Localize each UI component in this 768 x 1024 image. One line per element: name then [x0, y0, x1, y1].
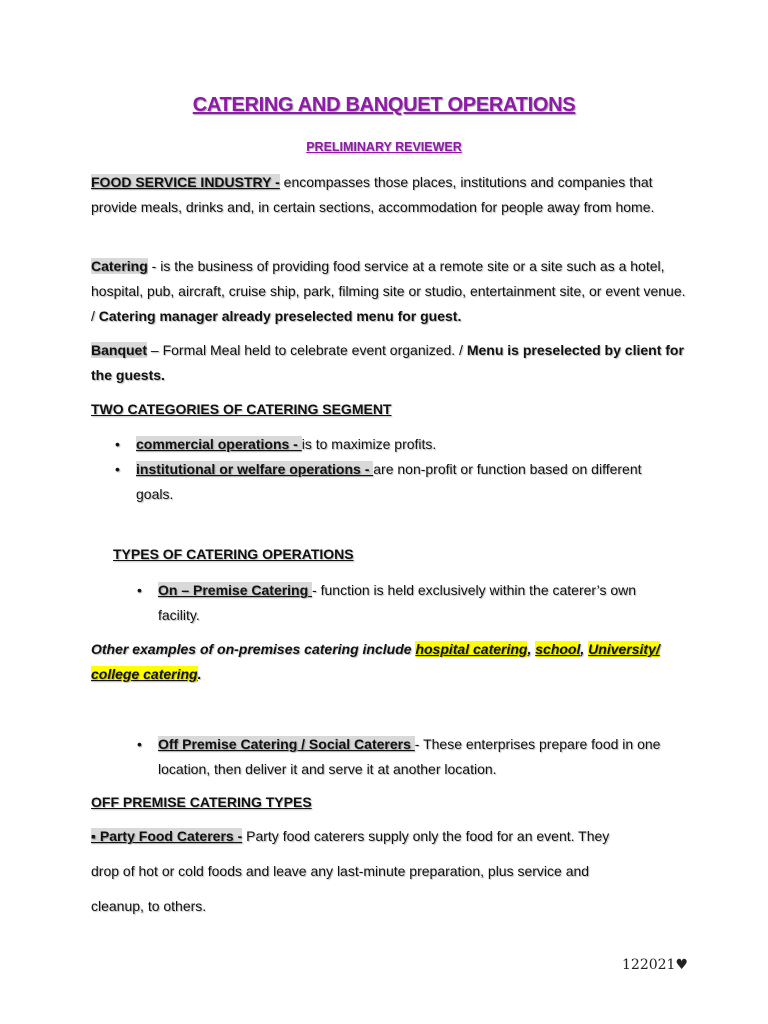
separator: ,: [580, 641, 589, 657]
bullet-icon: •: [115, 461, 120, 477]
list-item: [137, 578, 678, 628]
on-premise-text: - function is held exclusively within the caterer’s own facility.: [158, 582, 637, 623]
banquet-text: – Formal Meal held to celebrate event organized. /: [147, 342, 467, 358]
two-categories-list: [115, 432, 681, 507]
two-categories-heading: [91, 397, 691, 422]
off-types-heading: [91, 790, 691, 815]
food-service-text: encompasses those places, institutions and companies that provide meals, drinks and, in certain sections, accommodation for people away from home.: [91, 174, 655, 215]
separator: ,: [527, 641, 536, 657]
party-food-text-2: drop of hot or cold foods and leave any last-minute preparation, plus service and: [91, 863, 590, 879]
other-examples-paragraph: [91, 637, 691, 687]
banquet-term: Banquet: [91, 342, 147, 358]
bullet-icon: •: [137, 582, 142, 598]
party-food-text-3: cleanup, to others.: [91, 898, 207, 914]
highlight-hospital: hospital catering: [415, 641, 528, 657]
category-text: is to maximize profits.: [301, 436, 437, 452]
catering-bold-text: Catering manager already preselected menu for guest.: [98, 308, 462, 324]
party-food-term: ▪ Party Food Caterers -: [91, 828, 243, 844]
types-heading: [113, 542, 713, 567]
types-heading-text: TYPES OF CATERING OPERATIONS: [113, 546, 354, 562]
party-food-text-1: Party food caterers supply only the food for an event. They: [242, 828, 610, 844]
food-service-term: FOOD SERVICE INDUSTRY -: [91, 174, 280, 190]
catering-paragraph: [91, 254, 691, 329]
two-categories-heading-text: TWO CATEGORIES OF CATERING SEGMENT: [91, 401, 392, 417]
on-premise-term: On – Premise Catering: [158, 582, 313, 598]
list-item: [115, 457, 681, 507]
food-service-paragraph: [91, 170, 691, 220]
party-food-line-2: [91, 859, 731, 884]
catering-text: - is the business of providing food service at a remote site or a site such as a hotel, hospital, pub, aircraft, cruise ship, park, filming site or studio, entertainment site, or event venue. /: [91, 258, 686, 324]
other-examples-lead: Other examples of on-premises catering include: [91, 641, 416, 657]
list-item: [115, 432, 681, 457]
off-types-heading-text: OFF PREMISE CATERING TYPES: [91, 794, 312, 810]
off-premise-item: [137, 732, 678, 782]
highlight-school: school: [535, 641, 581, 657]
off-premise-text: - These enterprises prepare food in one location, then deliver it and serve it at another location.: [158, 736, 661, 777]
category-term: commercial operations -: [136, 436, 302, 452]
list-item: [137, 732, 678, 782]
document-title: CATERING AND BANQUET OPERATIONS: [192, 94, 576, 116]
footer-code: 122021♥: [622, 957, 688, 973]
highlight-university: University/ college catering: [91, 641, 660, 682]
catering-term: Catering: [91, 258, 148, 274]
off-premise-term: Off Premise Catering / Social Caterers: [158, 736, 415, 752]
party-food-line-1: [91, 824, 731, 849]
banquet-paragraph: [91, 338, 691, 388]
banquet-bold-text: Menu is preselected by client for the guests.: [91, 342, 684, 383]
category-text: are non-profit or function based on different goals.: [136, 461, 642, 502]
bullet-icon: •: [115, 436, 120, 452]
document-subtitle: PRELIMINARY REVIEWER: [306, 140, 462, 154]
on-premise-item: [137, 578, 678, 628]
bullet-icon: •: [137, 736, 142, 752]
party-food-line-3: [91, 894, 731, 919]
category-term: institutional or welfare operations -: [136, 461, 374, 477]
period: .: [197, 666, 202, 682]
